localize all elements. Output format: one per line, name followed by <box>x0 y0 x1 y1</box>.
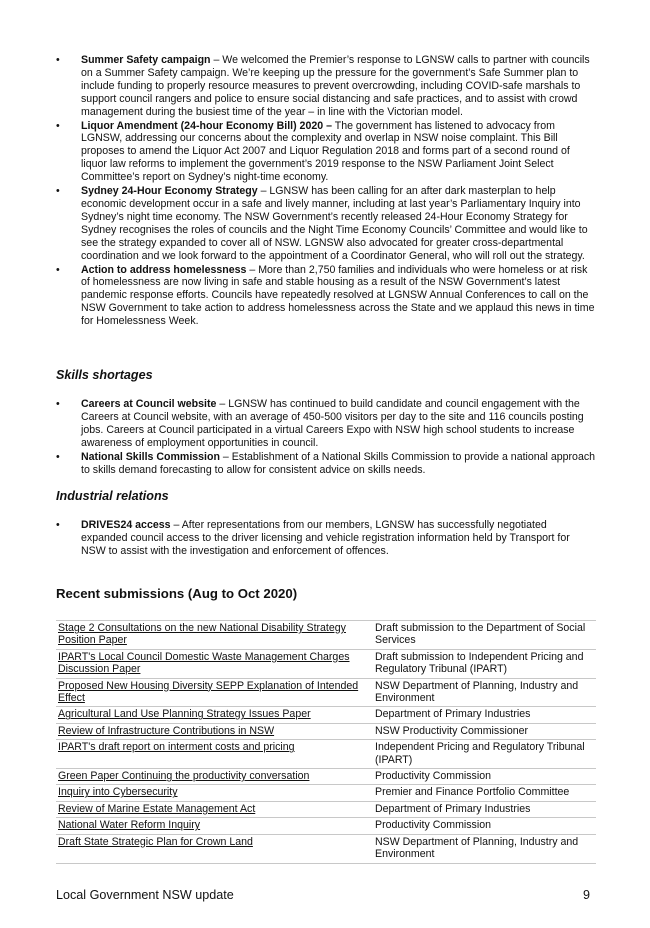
bullet-icon: • <box>56 519 60 531</box>
bullet-item <box>56 519 596 558</box>
bullet-title: Action to address homelessness <box>81 263 247 276</box>
submissions-heading: Recent submissions (Aug to Oct 2020) <box>56 586 298 601</box>
table-row <box>56 818 596 834</box>
bullet-text: – We welcomed the Premier’s response to LGNSW calls to partner with councils on a Summer Safety campaign. We’re keeping up the pressure for the government’s Safe Summer plan to include funding to properly resource measures to prevent overcrowding, including COVID-safe marshals to support council rangers and police to ensure social distancing and safe practices, and to assist with crowd management during the busiest time of the year – in line with the Victorian model. <box>81 54 590 118</box>
table-row <box>56 723 596 739</box>
submission-body: Premier and Finance Portfolio Committee <box>373 785 596 801</box>
bullet-title: Careers at Council website <box>81 398 217 410</box>
submission-link[interactable]: Stage 2 Consultations on the new National Disability Strategy Position Paper <box>58 622 346 647</box>
submission-link[interactable]: Agricultural Land Use Planning Strategy Issues Paper <box>58 708 311 721</box>
bullet-icon: • <box>56 398 60 410</box>
submission-body: NSW Productivity Commissioner <box>373 723 596 739</box>
submission-body: Independent Pricing and Regulatory Tribunal (IPART) <box>373 740 596 769</box>
bullet-text: – LGNSW has continued to build candidate and council engagement with the Careers at Council website, with an average of 450-500 visitors per day to the site and 116 councils posting jobs. Careers at Council participated in a virtual Careers Expo with NSW high school students to increase awareness of employment opportunities in council. <box>81 398 584 449</box>
table-row <box>56 769 596 785</box>
submission-body: Department of Primary Industries <box>373 707 596 723</box>
section-heading-industrial: Industrial relations <box>56 489 169 503</box>
bullet-item <box>56 398 596 450</box>
bullet-icon: • <box>56 185 60 198</box>
bullet-title: DRIVES24 access <box>81 519 171 531</box>
bullet-icon: • <box>56 450 60 463</box>
submission-link[interactable]: IPART's draft report on interment costs and pricing <box>58 741 295 754</box>
bullet-item <box>56 120 596 185</box>
table-row <box>56 707 596 723</box>
section-heading-skills: Skills shortages <box>56 368 153 382</box>
table-row <box>56 740 596 769</box>
bullet-title: Summer Safety campaign <box>81 54 211 66</box>
bullet-icon: • <box>56 54 60 66</box>
bullet-title: National Skills Commission <box>81 450 220 463</box>
bullet-icon: • <box>56 119 60 132</box>
table-row <box>56 801 596 817</box>
bullet-text: – More than 2,750 families and individuals who were homeless or at risk of homelessness are now living in safe and stable housing as a result of the NSW Government’s latest pandemic response efforts. Councils have repeatedly resolved at LGNSW Annual Conferences to call on the NSW Government to take action to address homelessness across the State and we applaud this news in time for Homelessness Week. <box>81 263 595 328</box>
submission-body: Department of Primary Industries <box>373 801 596 817</box>
bullet-list-skills <box>56 398 596 477</box>
table-row <box>56 678 596 707</box>
submission-body: Productivity Commission <box>373 818 596 834</box>
submission-body: Productivity Commission <box>373 769 596 785</box>
submission-link[interactable]: Proposed New Housing Diversity SEPP Explanation of Intended Effect <box>58 679 359 705</box>
bullet-text: – LGNSW has been calling for an after dark masterplan to help economic development occur in a safe and lively manner, including at last year’s Parliamentary Inquiry into Sydney’s night time economy. The NSW Government’s recently released 24-Hour Economy Strategy for Sydney recognises the roles of councils and the Night Time Economy Councils’ Committee and would like to see the strategy expanded to cover all of NSW. LGNSW also advocated for greater cross-departmental coordination and we look forward to the appointment of a Coordinator General, who will roll out the strategy. <box>81 185 588 262</box>
table-row <box>56 621 596 650</box>
submission-link[interactable]: National Water Reform Inquiry <box>58 819 201 832</box>
submissions-table <box>56 620 596 864</box>
submission-link[interactable]: Draft State Strategic Plan for Crown Land <box>58 835 253 848</box>
bullet-text: – After representations from our members, LGNSW has successfully negotiated expanded council access to the driver licensing and vehicle registration information held by Transport for NSW to assist with the investigation and enforcement of offences. <box>81 519 570 557</box>
table-row <box>56 834 596 863</box>
bullet-title: Liquor Amendment (24-hour Economy Bill) 2020 – <box>81 119 332 132</box>
submission-link[interactable]: Review of Marine Estate Management Act <box>58 802 256 815</box>
bullet-item <box>56 185 596 262</box>
submission-link[interactable]: Inquiry into Cybersecurity <box>58 786 178 799</box>
submission-link[interactable]: IPART's Local Council Domestic Waste Management Charges Discussion Paper <box>58 650 350 676</box>
bullet-icon: • <box>56 263 60 276</box>
table-row <box>56 649 596 678</box>
bullet-list-industrial <box>56 519 596 559</box>
bullet-text: The government has listened to advocacy from LGNSW, addressing our concerns about the complexity and overlap in NSW noise complaint. This Bill proposes to amend the Liquor Act 2007 and Liquor Regulation 2018 and forms part of a second round of liquor law reforms to implement the government’s 2019 response to the NSW Parliament Joint Select Committee’s report on Sydney’s night-time economy. <box>81 119 570 184</box>
submission-body: Draft submission to the Department of Social Services <box>373 621 596 650</box>
submission-link[interactable]: Review of Infrastructure Contributions in NSW <box>58 724 275 737</box>
submission-body: NSW Department of Planning, Industry and Environment <box>373 834 596 863</box>
table-row <box>56 785 596 801</box>
footer-title: Local Government NSW update <box>56 888 234 902</box>
bullet-title: Sydney 24-Hour Economy Strategy <box>81 185 258 198</box>
bullet-item <box>56 54 596 119</box>
submission-link[interactable]: Green Paper Continuing the productivity conversation <box>58 770 310 783</box>
bullet-item <box>56 451 596 477</box>
bullet-item <box>56 264 596 329</box>
page-number: 9 <box>582 888 590 902</box>
bullet-text: – Establishment of a National Skills Commission to provide a national approach to skills demand forecasting to allow for consistent advice on skills needs. <box>81 450 596 476</box>
submission-body: NSW Department of Planning, Industry and Environment <box>373 678 596 707</box>
submission-body: Draft submission to Independent Pricing and Regulatory Tribunal (IPART) <box>373 649 596 678</box>
bullet-list-top <box>56 54 596 329</box>
